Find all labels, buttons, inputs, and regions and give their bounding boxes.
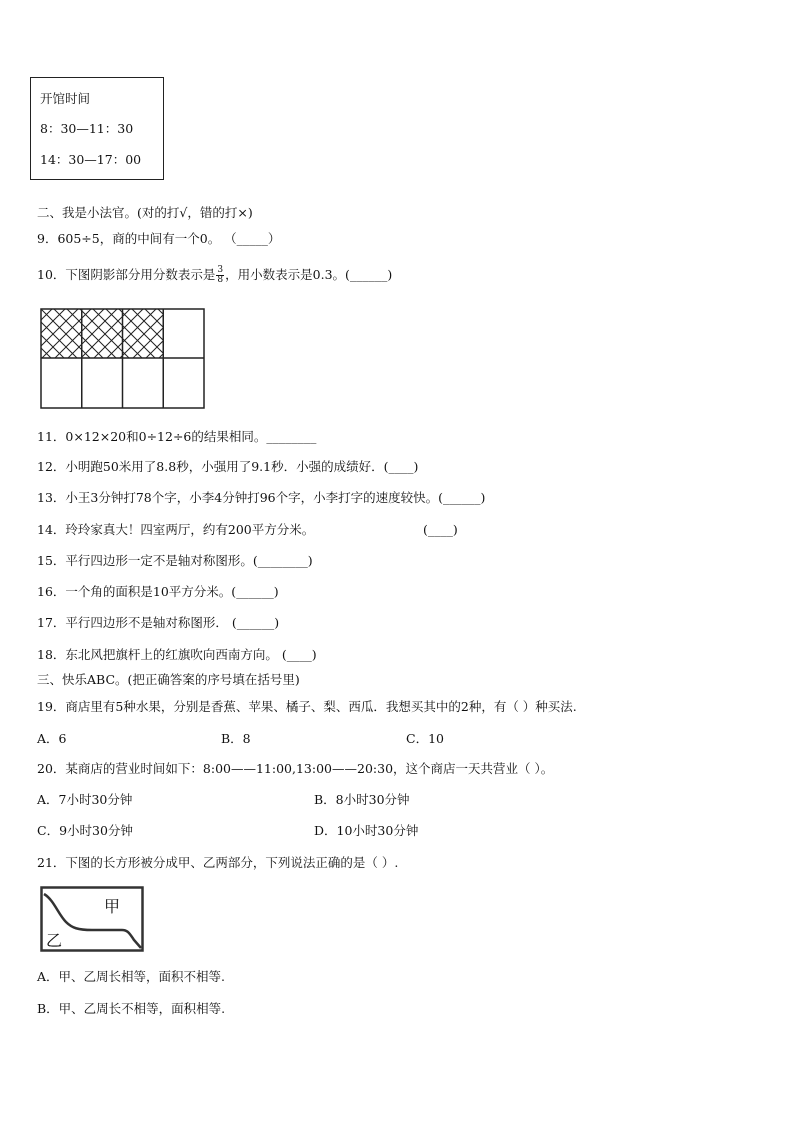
- question-13: 13．小王3分钟打78个字，小李4分钟打96个字，小李打字的速度较快。(______): [37, 490, 486, 505]
- question-17: 17．平行四边形不是轴对称图形． (______): [37, 615, 280, 630]
- hours-title: 开馆时间: [40, 91, 91, 106]
- shaded-grid-figure: [40, 308, 205, 410]
- q20-option-c: C．9小时30分钟: [37, 823, 133, 838]
- question-10-post: ，用小数表示是0.3。(______): [225, 267, 393, 282]
- question-11: 11．0×12×20和0÷12÷6的结果相同。________: [37, 429, 317, 444]
- q19-option-c: C．10: [406, 731, 444, 746]
- shaded-cell: [123, 309, 164, 358]
- section2-heading: 二、我是小法官。(对的打√，错的打×): [37, 205, 253, 220]
- q19-option-a: A．6: [37, 731, 67, 746]
- section3-heading: 三、快乐ABC。(把正确答案的序号填在括号里): [37, 672, 300, 687]
- label-yi: 乙: [46, 931, 63, 950]
- fraction: [216, 266, 224, 285]
- question-14: 14．玲玲家真大！四室两厅，约有200平方分米。: [37, 522, 315, 537]
- question-14-blank: (____): [423, 522, 458, 537]
- shaded-cell: [41, 309, 82, 358]
- fraction-numerator: 3: [217, 265, 224, 275]
- question-10: [37, 266, 392, 285]
- question-9: 9．605÷5，商的中间有一个0。 （_____）: [37, 231, 281, 246]
- question-18: 18．东北风把旗杆上的红旗吹向西南方向。 (____): [37, 647, 317, 662]
- q20-option-a: A．7小时30分钟: [37, 792, 133, 807]
- q20-option-b: B．8小时30分钟: [314, 792, 410, 807]
- divided-rectangle-figure: [40, 886, 144, 952]
- question-12: 12．小明跑50米用了8.8秒，小强用了9.1秒．小强的成绩好．(____): [37, 459, 419, 474]
- q21-option-a: A．甲、乙周长相等，面积不相等.: [37, 969, 226, 984]
- q21-option-b: B．甲、乙周长不相等，面积相等.: [37, 1001, 226, 1016]
- q20-option-d: D．10小时30分钟: [314, 823, 419, 838]
- opening-hours-box: [30, 77, 164, 180]
- q19-option-b: B．8: [221, 731, 251, 746]
- label-jia: 甲: [104, 897, 121, 916]
- fraction-denominator: 8: [217, 275, 224, 285]
- question-15: 15．平行四边形一定不是轴对称图形。(________): [37, 553, 313, 568]
- question-10-pre: 10．下图阴影部分用分数表示是: [37, 267, 216, 282]
- shaded-cell: [82, 309, 123, 358]
- question-20: 20．某商店的营业时间如下：8:00——11:00,13:00——20:30，这个商店一天共营业（ ）。: [37, 761, 554, 776]
- hours-slot-afternoon: 14：30—17：00: [40, 152, 142, 167]
- question-19: 19．商店里有5种水果，分别是香蕉、苹果、橘子、梨、西瓜．我想买其中的2种，有（ ）种买法.: [37, 699, 577, 714]
- question-16: 16．一个角的面积是10平方分米。(______): [37, 584, 279, 599]
- hours-slot-morning: 8：30—11：30: [40, 121, 134, 136]
- question-21: 21．下图的长方形被分成甲、乙两部分，下列说法正确的是（ ）.: [37, 855, 399, 870]
